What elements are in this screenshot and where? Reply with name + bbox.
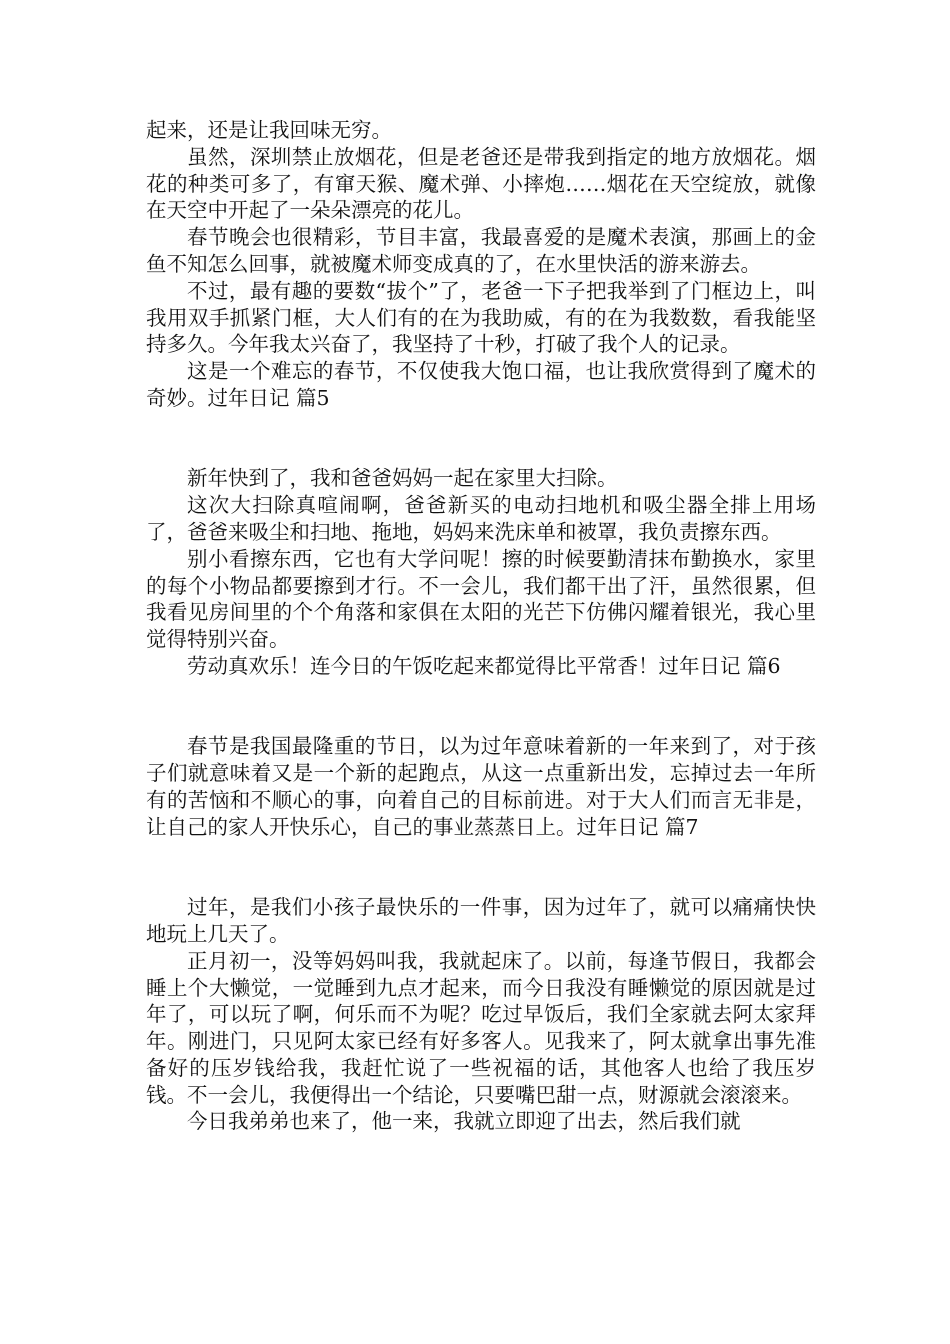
paragraph-brother: 今日我弟弟也来了，他一来，我就立即迎了出去，然后我们就 bbox=[187, 1109, 741, 1134]
section-gap bbox=[146, 680, 816, 734]
document-page bbox=[146, 117, 816, 1135]
paragraph-fireworks: 虽然，深圳禁止放烟花，但是老爸还是带我到指定的地方放烟花。烟花的种类可多了，有窜天猴、魔术弹、小摔炮……烟花在天空绽放，就像在天空中开起了一朵朵漂亮的花儿。 bbox=[146, 144, 816, 223]
paragraph-happiest-thing: 过年，是我们小孩子最快乐的一件事，因为过年了，就可以痛痛快快地玩上几天了。 bbox=[146, 895, 816, 946]
section-gap bbox=[146, 841, 816, 895]
paragraph-gala: 春节晚会也很精彩，节目丰富，我最喜爱的是魔术表演，那画上的金鱼不知怎么回事，就被魔术师变成真的了，在水里快活的游来游去。 bbox=[146, 225, 816, 276]
paragraph-continuation: 起来，还是让我回味无穷。 bbox=[146, 118, 392, 142]
paragraph-wiping: 别小看擦东西，它也有大学问呢！擦的时候要勤清抹布勤换水，家里的每个小物品都要擦到才行。不一会儿，我们都干出了汗，虽然很累，但我看见房间里的个个角落和家俱在太阳的光芒下仿佛闪耀着银光，我心里觉得特别兴奋。 bbox=[146, 546, 816, 652]
paragraph-labor-joy: 劳动真欢乐！连今日的午饭吃起来都觉得比平常香！过年日记 篇6 bbox=[187, 653, 781, 678]
paragraph-cleaning-intro: 新年快到了，我和爸爸妈妈一起在家里大扫除。 bbox=[187, 466, 618, 491]
section-gap bbox=[146, 412, 816, 466]
paragraph-door-frame: 不过，最有趣的要数“拔个”了，老爸一下子把我举到了门框边上，叫我用双手抓紧门框，大人们有的在为我助威，有的在为我数数，看我能坚持多久。今年我太兴奋了，我坚持了十秒，打破了我个人的记录。 bbox=[146, 278, 816, 357]
paragraph-new-year-day: 正月初一，没等妈妈叫我，我就起床了。以前，每逢节假日，我都会睡上个大懒觉，一觉睡到九点才起来，而今日我没有睡懒觉的原因就是过年了，可以玩了啊，何乐而不为呢？吃过早饭后，我们全家就去阿太家拜年。刚进门，只见阿太家已经有好多客人。见我来了，阿太就拿出事先准备好的压岁钱给我，我赶忙说了一些祝福的话，其他客人也给了我压岁钱。不一会儿，我便得出一个结论，只要嘴巴甜一点，财源就会滚滚来。 bbox=[146, 948, 816, 1107]
paragraph-spring-festival: 春节是我国最隆重的节日，以为过年意味着新的一年来到了，对于孩子们就意味着又是一个新的起跑点，从这一点重新出发，忘掉过去一年所有的苦恼和不顺心的事，向着自己的目标前进。对于大人们而言无非是，让自己的家人开快乐心，自己的事业蒸蒸日上。过年日记 篇7 bbox=[146, 734, 816, 839]
paragraph-memorable-festival: 这是一个难忘的春节，不仅使我大饱口福，也让我欣赏得到了魔术的奇妙。过年日记 篇5 bbox=[146, 359, 816, 410]
paragraph-cleaning-tools: 这次大扫除真喧闹啊，爸爸新买的电动扫地机和吸尘器全排上用场了，爸爸来吸尘和扫地、拖地，妈妈来洗床单和被罩，我负责擦东西。 bbox=[146, 493, 816, 544]
